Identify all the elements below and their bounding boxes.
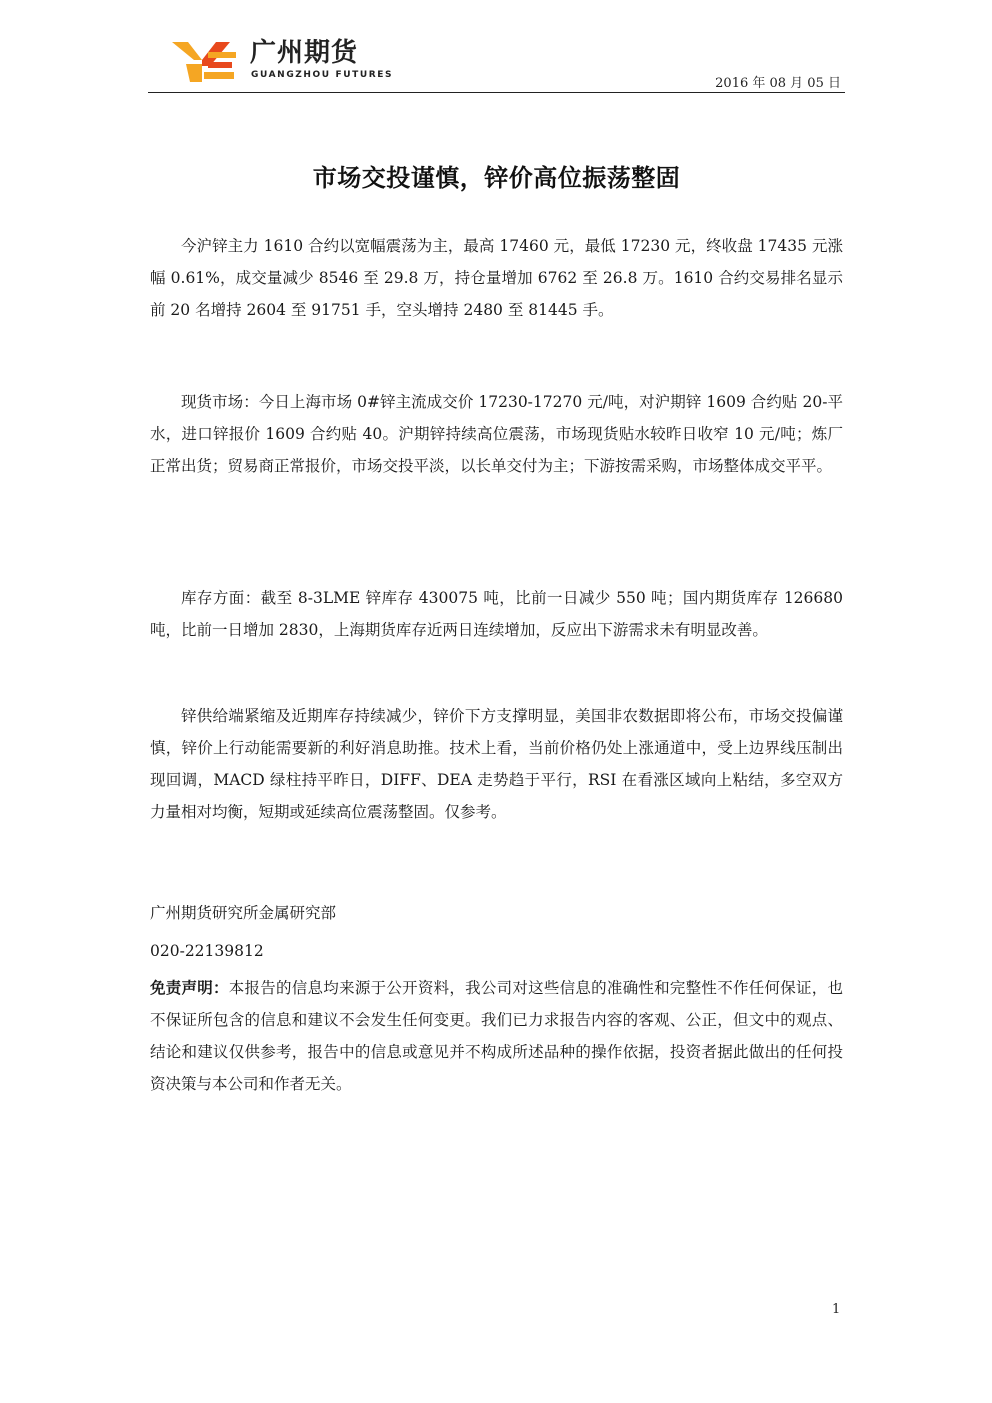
page-number: 1 [832, 1302, 841, 1317]
paragraph-inventory: 库存方面：截至 8-3LME 锌库存 430075 吨，比前一日减少 550 吨；国内期货库存 126680 吨，比前一日增加 2830，上海期货库存近两日连续增加，反应出下游需求未有明显改善。 [150, 589, 843, 639]
logo-chinese-name: 广州期货 [250, 38, 359, 68]
contact-phone: 020-22139812 [150, 942, 264, 960]
research-department: 广州期货研究所金属研究部 [150, 904, 337, 922]
logo-english-name: GUANGZHOU FUTURES [251, 70, 394, 80]
company-logo [172, 38, 392, 84]
disclaimer [150, 972, 843, 1100]
report-title: 市场交投谨慎，锌价高位振荡整固 [312, 164, 681, 192]
page-header [148, 30, 845, 94]
disclaimer-label: 免责声明： [150, 979, 229, 997]
paragraph-spot-market: 现货市场：今日上海市场 0#锌主流成交价 17230-17270 元/吨，对沪期锌 1609 合约贴 20-平水，进口锌报价 1609 合约贴 40。沪期锌持续高位震荡，市场现货贴水较昨日收窄 10 元/吨；炼厂正常出货；贸易商正常报价，市场交投平淡，以长单交付为主；下游按需采购，市场整体成交平平。 [150, 393, 843, 475]
paragraph-market-summary: 今沪锌主力 1610 合约以宽幅震荡为主，最高 17460 元，最低 17230 元，终收盘 17435 元涨幅 0.61%，成交量减少 8546 至 29.8 万，持仓量增加 6762 至 26.8 万。1610 合约交易排名显示前 20 名增持 2604 至 91751 手，空头增持 2480 至 81445 手。 [150, 237, 843, 319]
report-date: 2016 年 08 月 05 日 [715, 76, 841, 91]
header-divider [148, 92, 845, 93]
paragraph-outlook: 锌供给端紧缩及近期库存持续减少，锌价下方支撑明显，美国非农数据即将公布，市场交投偏谨慎，锌价上行动能需要新的利好消息助推。技术上看，当前价格仍处上涨通道中，受上边界线压制出现回调，MACD 绿柱持平昨日，DIFF、DEA 走势趋于平行，RSI 在看涨区域向上粘结，多空双方力量相对均衡，短期或延续高位震荡整固。仅参考。 [150, 707, 843, 821]
disclaimer-text: 本报告的信息均来源于公开资料，我公司对这些信息的准确性和完整性不作任何保证，也不保证所包含的信息和建议不会发生任何变更。我们已力求报告内容的客观、公正，但文中的观点、结论和建议仅供参考，报告中的信息或意见并不构成所述品种的操作依据，投资者据此做出的任何投资决策与本公司和作者无关。 [150, 979, 843, 1093]
company-logo-icon [172, 38, 238, 84]
